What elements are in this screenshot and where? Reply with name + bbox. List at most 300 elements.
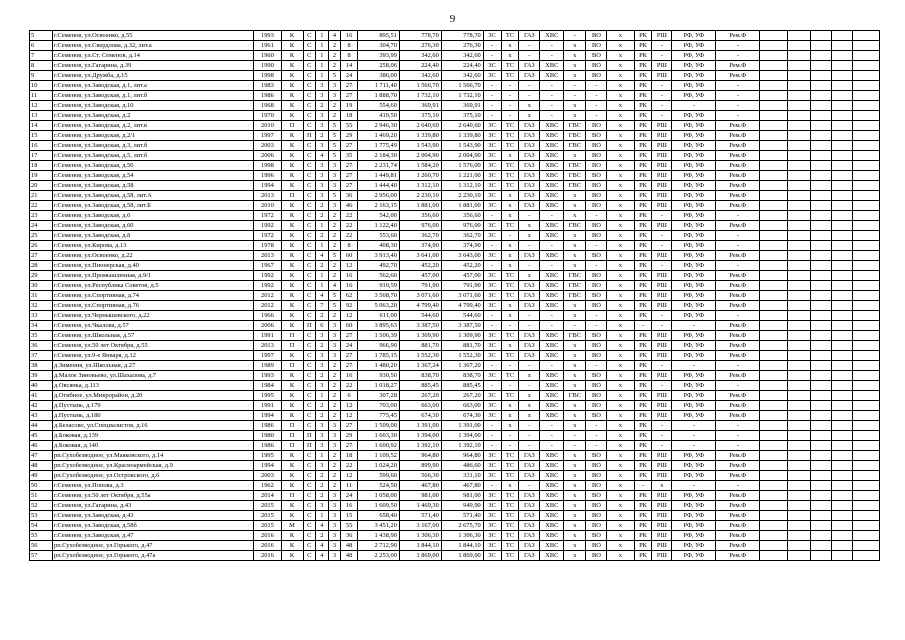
cell-flag: х: [607, 91, 634, 101]
cell-hot-water: х: [564, 501, 586, 511]
cell-year-built: 2006: [254, 321, 281, 331]
cell-row-number: 26: [30, 241, 53, 251]
cell-sewerage: ВО: [586, 71, 607, 81]
cell-empty: [852, 391, 879, 401]
cell-hot-water: -: [564, 31, 586, 41]
cell-living-area: 674,30: [399, 411, 441, 421]
cell-gas-supply: ГАЗ: [519, 471, 540, 481]
cell-repair-fund: -: [716, 441, 760, 451]
cell-material: С: [303, 551, 316, 561]
cell-address: г.Семенов, ул.Спортивная, д.76: [53, 301, 254, 311]
cell-address: г.Семенов, ул.Заводская, д.5, лит.б: [53, 151, 254, 161]
cell-heat-supply: -: [483, 361, 501, 371]
cell-empty: [760, 461, 787, 471]
cell-total-area: 1 609,50: [357, 501, 399, 511]
cell-address: г.Семенов, ул.Заводская, д.10: [53, 101, 254, 111]
cell-roof: РК: [634, 231, 652, 241]
cell-living-area: 3 167,00: [399, 521, 441, 531]
cell-apartments: 8: [341, 241, 358, 251]
cell-heat-supply: -: [483, 421, 501, 431]
cell-wall-type: К: [281, 201, 303, 211]
cell-address: г.Семенов, ул.Заводская, д.58б: [53, 521, 254, 531]
cell-address: г.Семенов, ул.Свердлова, д.32, лит.а: [53, 41, 254, 51]
cell-flag: х: [607, 421, 634, 431]
cell-heat-supply: ЗС: [483, 341, 501, 351]
cell-address: г.Семенов, ул.Дружба, д.15: [53, 71, 254, 81]
cell-living-area: 369,91: [399, 101, 441, 111]
cell-empty: [787, 91, 810, 101]
table-row: [30, 551, 880, 561]
cell-roof: РК: [634, 441, 652, 451]
cell-entrances: 1: [316, 241, 329, 251]
cell-row-number: 20: [30, 181, 53, 191]
cell-gas-supply: -: [519, 91, 540, 101]
cell-row-number: 18: [30, 161, 53, 171]
cell-row-number: 51: [30, 491, 53, 501]
cell-year-built: 1966: [254, 311, 281, 321]
cell-repair-fund: -: [716, 241, 760, 251]
cell-empty: [831, 451, 852, 461]
cell-hot-water: ГВС: [564, 161, 586, 171]
cell-empty: [810, 361, 831, 371]
cell-flag: х: [607, 291, 634, 301]
cell-heat-supply: ЗС: [483, 511, 501, 521]
cell-floors: 3: [328, 441, 341, 451]
cell-cold-water: ХВС: [540, 301, 564, 311]
cell-facade: РФ, УФ: [672, 81, 716, 91]
cell-year-built: 1997: [254, 131, 281, 141]
cell-total-area: 703,00: [357, 401, 399, 411]
cell-empty: [760, 81, 787, 91]
cell-cold-water: ХВС: [540, 541, 564, 551]
cell-floors: 2: [328, 311, 341, 321]
cell-total-area: 895,51: [357, 31, 399, 41]
cell-residential-area: 1 367,20: [441, 361, 483, 371]
cell-cold-water: ХВС: [540, 371, 564, 381]
cell-living-area: 3 641,00: [399, 251, 441, 261]
cell-empty: [852, 151, 879, 161]
cell-empty: [787, 331, 810, 341]
cell-facade: РФ, УФ: [672, 351, 716, 361]
cell-sewerage: ВО: [586, 401, 607, 411]
cell-thermal-node: ТС: [501, 121, 519, 131]
cell-empty: [810, 51, 831, 61]
cell-empty: [787, 381, 810, 391]
cell-empty: [852, 111, 879, 121]
cell-gas-supply: -: [519, 211, 540, 221]
cell-wall-type: К: [281, 531, 303, 541]
cell-facade: РФ, УФ: [672, 41, 716, 51]
cell-entrances: 2: [316, 201, 329, 211]
cell-hot-water: х: [564, 111, 586, 121]
table-row: [30, 511, 880, 521]
cell-row-number: 33: [30, 311, 53, 321]
cell-hot-water: ГВС: [564, 271, 586, 281]
cell-thermal-node: х: [501, 241, 519, 251]
cell-heat-supply: ЗС: [483, 131, 501, 141]
cell-gas-supply: ГАЗ: [519, 171, 540, 181]
cell-repair-fund: Рем.Ф: [716, 171, 760, 181]
cell-thermal-node: ТС: [501, 141, 519, 151]
cell-facade: РФ, УФ: [672, 231, 716, 241]
cell-year-built: 1986: [254, 91, 281, 101]
cell-entrances: 1: [316, 281, 329, 291]
cell-empty: [787, 391, 810, 401]
cell-empty: [831, 331, 852, 341]
cell-wall-type: К: [281, 221, 303, 231]
cell-entrances: 1: [316, 391, 329, 401]
cell-empty: [810, 81, 831, 91]
table-row: [30, 271, 880, 281]
cell-cellar: РШ: [652, 291, 672, 301]
cell-thermal-node: ТС: [501, 171, 519, 181]
cell-hot-water: х: [564, 41, 586, 51]
cell-apartments: 27: [341, 351, 358, 361]
cell-roof: РК: [634, 431, 652, 441]
cell-empty: [810, 61, 831, 71]
cell-entrances: 2: [316, 231, 329, 241]
cell-repair-fund: Рем.Ф: [716, 551, 760, 561]
cell-row-number: 6: [30, 41, 53, 51]
cell-cold-water: ХВС: [540, 31, 564, 41]
cell-empty: [810, 471, 831, 481]
cell-apartments: 16: [341, 501, 358, 511]
cell-sewerage: -: [586, 311, 607, 321]
cell-gas-supply: ГАЗ: [519, 141, 540, 151]
cell-hot-water: х: [564, 101, 586, 111]
table-row: [30, 201, 880, 211]
cell-heat-supply: ЗС: [483, 461, 501, 471]
cell-heat-supply: ЗС: [483, 531, 501, 541]
cell-sewerage: -: [586, 91, 607, 101]
cell-empty: [852, 511, 879, 521]
cell-empty: [852, 341, 879, 351]
cell-repair-fund: Рем.Ф: [716, 151, 760, 161]
cell-repair-fund: Рем.Ф: [716, 541, 760, 551]
cell-thermal-node: х: [501, 411, 519, 421]
cell-address: г.Семенов, ул.Чкалова, д.57: [53, 321, 254, 331]
cell-entrances: 2: [316, 531, 329, 541]
cell-heat-supply: ЗС: [483, 281, 501, 291]
cell-material: С: [303, 141, 316, 151]
cell-cold-water: ХВС: [540, 291, 564, 301]
cell-hot-water: х: [564, 251, 586, 261]
cell-cellar: РШ: [652, 221, 672, 231]
cell-thermal-node: ТС: [501, 521, 519, 531]
table-row: [30, 311, 880, 321]
cell-empty: [787, 71, 810, 81]
cell-apartments: 62: [341, 291, 358, 301]
cell-facade: РФ, УФ: [672, 341, 716, 351]
cell-wall-type: К: [281, 241, 303, 251]
cell-sewerage: ВО: [586, 381, 607, 391]
cell-empty: [852, 381, 879, 391]
cell-cellar: РШ: [652, 461, 672, 471]
cell-sewerage: -: [586, 211, 607, 221]
cell-year-built: 1984: [254, 381, 281, 391]
cell-facade: РФ, УФ: [672, 331, 716, 341]
cell-hot-water: ГВС: [564, 121, 586, 131]
cell-sewerage: ВО: [586, 171, 607, 181]
cell-row-number: 56: [30, 541, 53, 551]
cell-entrances: 4: [316, 521, 329, 531]
cell-residential-area: 1 391,00: [441, 421, 483, 431]
cell-year-built: 2010: [254, 121, 281, 131]
cell-flag: х: [607, 151, 634, 161]
cell-apartments: 16: [341, 271, 358, 281]
cell-address: г.Семенов, ул.Заводская, д.58, лит.Б: [53, 201, 254, 211]
cell-thermal-node: ТС: [501, 391, 519, 401]
cell-row-number: 45: [30, 431, 53, 441]
cell-repair-fund: -: [716, 101, 760, 111]
cell-empty: [760, 71, 787, 81]
cell-floors: 2: [328, 241, 341, 251]
cell-empty: [810, 291, 831, 301]
cell-empty: [831, 31, 852, 41]
cell-facade: РФ, УФ: [672, 311, 716, 321]
cell-thermal-node: х: [501, 421, 519, 431]
cell-material: П: [303, 131, 316, 141]
cell-empty: [760, 221, 787, 231]
cell-flag: х: [607, 41, 634, 51]
cell-total-area: 1 469,20: [357, 131, 399, 141]
cell-material: С: [303, 461, 316, 471]
cell-wall-type: К: [281, 141, 303, 151]
cell-hot-water: х: [564, 241, 586, 251]
cell-flag: х: [607, 381, 634, 391]
cell-address: г.Семенов, ул.Заводская, д.8: [53, 231, 254, 241]
cell-floors: 3: [328, 491, 341, 501]
cell-empty: [810, 551, 831, 561]
table-row: [30, 211, 880, 221]
cell-facade: РФ, УФ: [672, 51, 716, 61]
cell-cellar: -: [652, 241, 672, 251]
cell-apartments: 22: [341, 381, 358, 391]
cell-heat-supply: ЗС: [483, 351, 501, 361]
cell-cold-water: ХВС: [540, 131, 564, 141]
cell-residential-area: 224,40: [441, 61, 483, 71]
cell-residential-area: 267,20: [441, 391, 483, 401]
cell-hot-water: х: [564, 401, 586, 411]
cell-floors: 3: [328, 531, 341, 541]
cell-flag: х: [607, 341, 634, 351]
cell-hot-water: -: [564, 431, 586, 441]
cell-wall-type: К: [281, 471, 303, 481]
cell-residential-area: 1 312,10: [441, 181, 483, 191]
cell-address: г.Семенов, ул.Заводская, д.1, лит.а: [53, 81, 254, 91]
cell-year-built: 1994: [254, 411, 281, 421]
table-row: [30, 471, 880, 481]
cell-floors: 3: [328, 181, 341, 191]
cell-floors: 2: [328, 51, 341, 61]
cell-hot-water: ГВС: [564, 131, 586, 141]
cell-facade: РФ, УФ: [672, 31, 716, 41]
cell-wall-type: К: [281, 271, 303, 281]
cell-floors: 2: [328, 381, 341, 391]
cell-facade: РФ, УФ: [672, 251, 716, 261]
cell-roof: РК: [634, 451, 652, 461]
table-row: [30, 531, 880, 541]
cell-empty: [760, 231, 787, 241]
cell-residential-area: 1 309,90: [441, 331, 483, 341]
cell-living-area: 1 869,00: [399, 551, 441, 561]
cell-row-number: 41: [30, 391, 53, 401]
cell-apartments: 15: [341, 511, 358, 521]
cell-residential-area: 981,00: [441, 491, 483, 501]
cell-empty: [760, 371, 787, 381]
cell-hot-water: х: [564, 421, 586, 431]
cell-sewerage: ВО: [586, 331, 607, 341]
cell-year-built: 1993: [254, 31, 281, 41]
cell-repair-fund: Рем.Ф: [716, 31, 760, 41]
cell-row-number: 50: [30, 481, 53, 491]
cell-wall-type: К: [281, 71, 303, 81]
cell-row-number: 49: [30, 471, 53, 481]
cell-material: С: [303, 421, 316, 431]
cell-flag: х: [607, 441, 634, 451]
cell-hot-water: ГВС: [564, 171, 586, 181]
cell-facade: РФ, УФ: [672, 91, 716, 101]
cell-hot-water: х: [564, 461, 586, 471]
cell-apartments: 27: [341, 361, 358, 371]
cell-apartments: 27: [341, 171, 358, 181]
table-row: [30, 91, 880, 101]
cell-floors: 3: [328, 511, 341, 521]
table-row: [30, 231, 880, 241]
cell-empty: [787, 501, 810, 511]
cell-hot-water: -: [564, 81, 586, 91]
cell-empty: [787, 151, 810, 161]
cell-material: С: [303, 371, 316, 381]
cell-total-area: 258,06: [357, 61, 399, 71]
cell-total-area: 562,60: [357, 271, 399, 281]
table-row: [30, 111, 880, 121]
cell-cellar: -: [652, 111, 672, 121]
cell-sewerage: -: [586, 101, 607, 111]
cell-sewerage: ВО: [586, 51, 607, 61]
cell-total-area: 599,60: [357, 471, 399, 481]
cell-empty: [787, 341, 810, 351]
cell-empty: [810, 331, 831, 341]
cell-cold-water: -: [540, 311, 564, 321]
cell-empty: [831, 551, 852, 561]
cell-empty: [760, 121, 787, 131]
cell-empty: [787, 481, 810, 491]
cell-apartments: 27: [341, 81, 358, 91]
cell-total-area: 1 711,40: [357, 81, 399, 91]
cell-flag: х: [607, 161, 634, 171]
cell-material: С: [303, 491, 316, 501]
cell-floors: 2: [328, 371, 341, 381]
cell-year-built: 1995: [254, 391, 281, 401]
cell-wall-type: К: [281, 151, 303, 161]
cell-flag: х: [607, 241, 634, 251]
cell-living-area: 1 367,24: [399, 361, 441, 371]
cell-floors: 5: [328, 191, 341, 201]
cell-entrances: 4: [316, 151, 329, 161]
cell-heat-supply: ЗС: [483, 371, 501, 381]
cell-residential-area: 4 799,40: [441, 301, 483, 311]
cell-apartments: 27: [341, 141, 358, 151]
cell-empty: [787, 311, 810, 321]
cell-residential-area: 331,10: [441, 471, 483, 481]
cell-empty: [810, 71, 831, 81]
cell-empty: [831, 81, 852, 91]
table-row: [30, 251, 880, 261]
cell-wall-type: К: [281, 31, 303, 41]
cell-thermal-node: -: [501, 111, 519, 121]
cell-sewerage: ВО: [586, 191, 607, 201]
cell-floors: 2: [328, 471, 341, 481]
cell-hot-water: -: [564, 321, 586, 331]
cell-repair-fund: Рем.Ф: [716, 131, 760, 141]
cell-residential-area: 342,60: [441, 51, 483, 61]
cell-address: г.Семенов, ул.Заводская, д.58, лит.А: [53, 191, 254, 201]
cell-residential-area: 1 339,80: [441, 131, 483, 141]
cell-apartments: 12: [341, 311, 358, 321]
cell-total-area: 1 122,40: [357, 221, 399, 231]
cell-heat-supply: ЗС: [483, 191, 501, 201]
cell-empty: [810, 421, 831, 431]
cell-empty: [852, 71, 879, 81]
cell-year-built: 1960: [254, 51, 281, 61]
cell-repair-fund: Рем.Ф: [716, 191, 760, 201]
cell-roof: РК: [634, 271, 652, 281]
cell-empty: [831, 241, 852, 251]
cell-sewerage: ВО: [586, 221, 607, 231]
cell-gas-supply: ГАЗ: [519, 491, 540, 501]
cell-year-built: 1992: [254, 221, 281, 231]
cell-facade: РФ, УФ: [672, 151, 716, 161]
cell-empty: [831, 251, 852, 261]
cell-total-area: 1 109,52: [357, 451, 399, 461]
table-row: [30, 491, 880, 501]
cell-empty: [810, 481, 831, 491]
cell-address: г.Семенов, ул.Заводская, д.47: [53, 531, 254, 541]
cell-empty: [760, 491, 787, 501]
cell-material: С: [303, 101, 316, 111]
cell-repair-fund: Рем.Ф: [716, 491, 760, 501]
cell-row-number: 29: [30, 271, 53, 281]
cell-cold-water: ХВС: [540, 381, 564, 391]
cell-hot-water: х: [564, 61, 586, 71]
cell-empty: [810, 351, 831, 361]
cell-cellar: РШ: [652, 301, 672, 311]
cell-heat-supply: ЗС: [483, 521, 501, 531]
table-row: [30, 191, 880, 201]
cell-flag: х: [607, 61, 634, 71]
cell-empty: [831, 361, 852, 371]
cell-roof: РК: [634, 211, 652, 221]
cell-floors: 3: [328, 521, 341, 531]
cell-cold-water: -: [540, 421, 564, 431]
cell-flag: х: [607, 401, 634, 411]
cell-facade: РФ, УФ: [672, 531, 716, 541]
cell-wall-type: К: [281, 51, 303, 61]
cell-empty: [760, 141, 787, 151]
cell-empty: [831, 401, 852, 411]
cell-roof: РК: [634, 51, 652, 61]
cell-gas-supply: ГАЗ: [519, 521, 540, 531]
cell-heat-supply: ЗС: [483, 331, 501, 341]
cell-empty: [831, 41, 852, 51]
cell-wall-type: К: [281, 281, 303, 291]
cell-empty: [760, 241, 787, 251]
cell-sewerage: ВО: [586, 481, 607, 491]
cell-cellar: -: [652, 421, 672, 431]
cell-flag: х: [607, 481, 634, 491]
cell-empty: [852, 331, 879, 341]
